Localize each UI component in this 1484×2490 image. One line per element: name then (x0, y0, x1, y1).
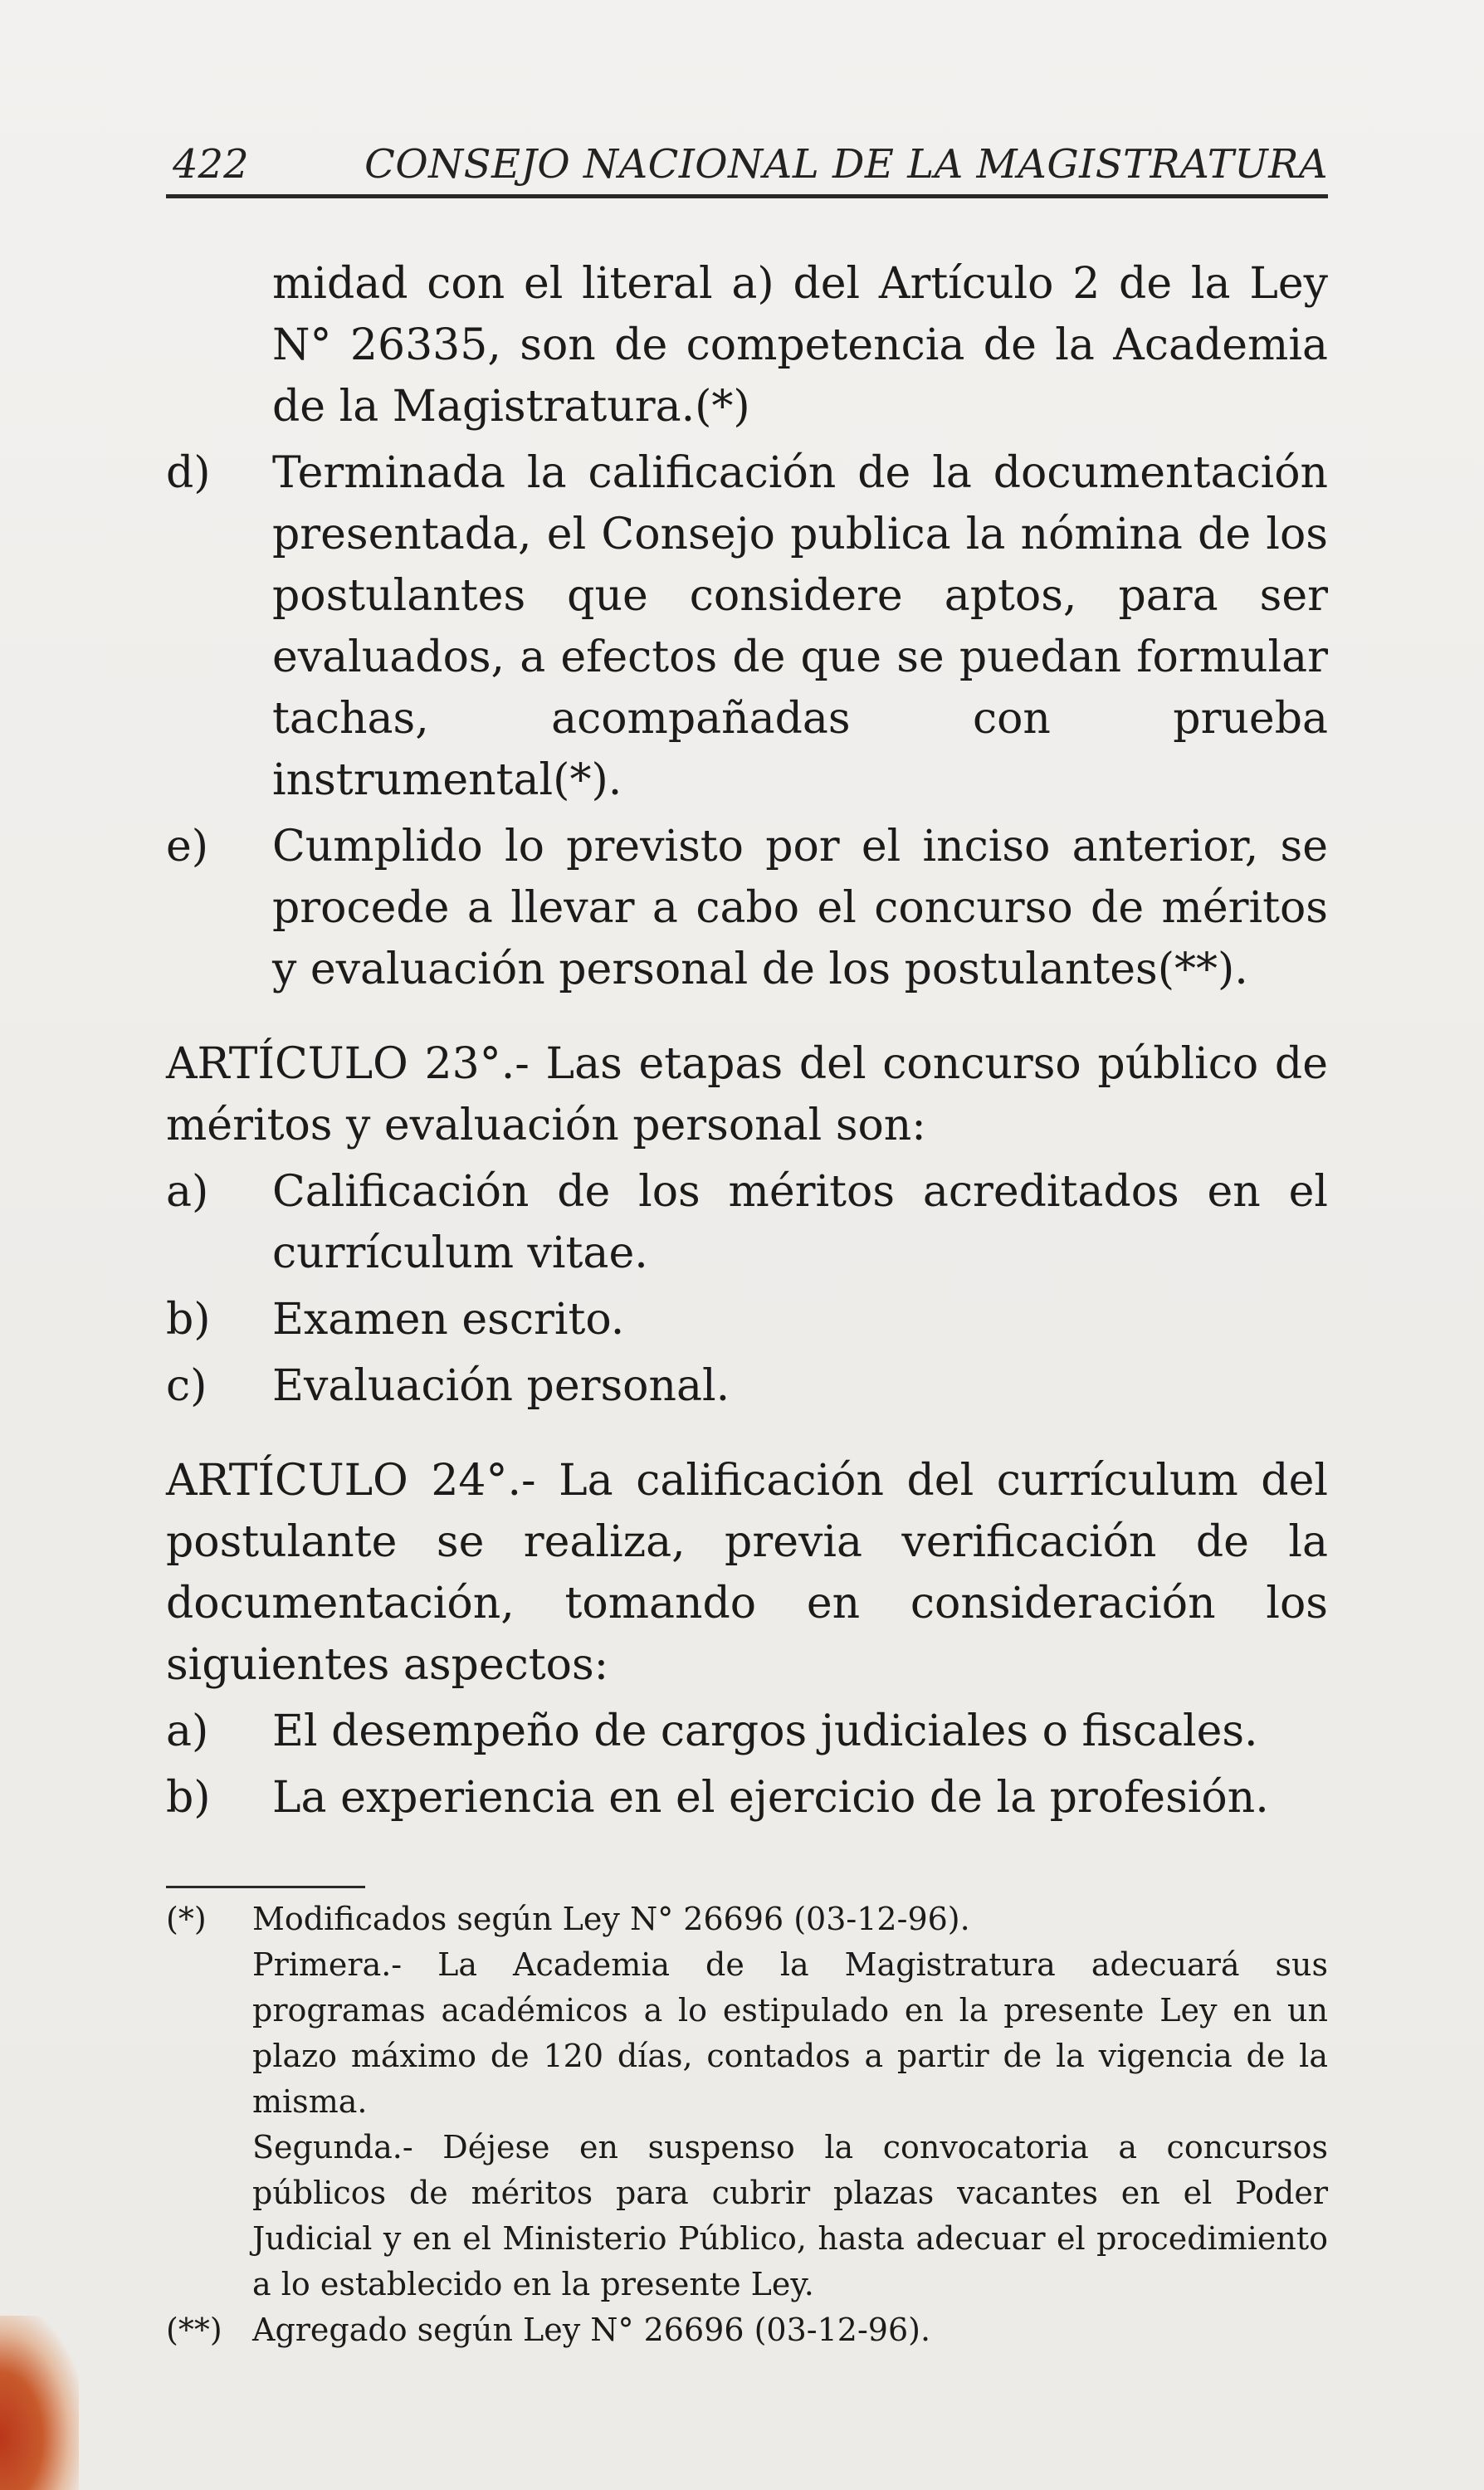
footnote-primera: Primera.- La Academia de la Magistratura adecuará sus programas académicos a lo estipulado en la presente Ley en un plazo máximo de 120 días, contados a partir de la vigencia de la misma. (252, 1946, 1328, 2120)
article-23-text: ARTÍCULO 23°.- Las etapas del concurso público de méritos y evaluación personal son: (166, 1039, 1328, 1150)
page-number: 422 (173, 141, 249, 188)
footnote-1 (166, 1897, 1328, 2307)
continued-paragraph-text: midad con el literal a) del Artículo 2 de la Ley N° 26335, son de competencia de la Academia de la Magistratura.(*) (272, 259, 1328, 432)
list-item-d (166, 442, 1328, 811)
item-marker: e) (166, 822, 209, 872)
list-item-b (166, 1289, 1328, 1350)
article-24-text: ARTÍCULO 24°.- La calificación del currículum del postulante se realiza, previa verificación de la documentación, tomando en consideración los siguientes aspectos: (166, 1456, 1328, 1690)
item-text: Examen escrito. (272, 1295, 625, 1345)
item-text: Terminada la calificación de la documentación presentada, el Consejo publica la nómina de los postulantes que considere aptos, para ser evaluados, a efectos de que se puedan formular tachas, acompañadas con prueba instrumental(*). (272, 448, 1328, 805)
item-marker: d) (166, 448, 211, 498)
article-23 (166, 1033, 1328, 1156)
running-header (166, 141, 1328, 193)
list-item-a (166, 1701, 1328, 1762)
item-text: Cumplido lo previsto por el inciso anterior, se procede a llevar a cabo el concurso de méritos y evaluación personal de los postulantes(**). (272, 822, 1328, 994)
list-item-b (166, 1767, 1328, 1828)
item-text: Evaluación personal. (272, 1361, 730, 1411)
footnote-rule (166, 1886, 365, 1888)
footnotes (166, 1897, 1328, 2353)
footnote-2 (166, 2307, 1328, 2353)
list-item-a (166, 1161, 1328, 1284)
article-24 (166, 1450, 1328, 1696)
footnote-marker: (**) (166, 2312, 222, 2348)
footnote-segunda: Segunda.- Déjese en suspenso la convocatoria a concursos públicos de méritos para cubrir plazas vacantes en el Poder Judicial y en el Ministerio Público, hasta adecuar el procedimiento a lo establecido en la presente Ley. (252, 2129, 1328, 2302)
page-edge-stain (0, 2316, 79, 2490)
item-marker: c) (166, 1361, 207, 1411)
item-text: La experiencia en el ejercicio de la profesión. (272, 1773, 1269, 1823)
list-item-e (166, 816, 1328, 1000)
item-marker: b) (166, 1773, 211, 1823)
item-text: El desempeño de cargos judiciales o fiscales. (272, 1706, 1258, 1756)
main-text (166, 253, 1328, 1828)
list-item-c (166, 1355, 1328, 1417)
footnote-marker: (*) (166, 1901, 207, 1937)
item-marker: a) (166, 1706, 209, 1756)
running-title: CONSEJO NACIONAL DE LA MAGISTRATURA (364, 141, 1328, 188)
continued-paragraph (166, 253, 1328, 437)
footnote-text: Agregado según Ley N° 26696 (03-12-96). (252, 2312, 931, 2348)
item-text: Calificación de los méritos acreditados en el currículum vitae. (272, 1167, 1328, 1278)
header-rule (166, 194, 1328, 198)
item-marker: b) (166, 1295, 211, 1345)
footnote-text: Modificados según Ley N° 26696 (03-12-96). (252, 1901, 970, 1937)
item-marker: a) (166, 1167, 209, 1217)
